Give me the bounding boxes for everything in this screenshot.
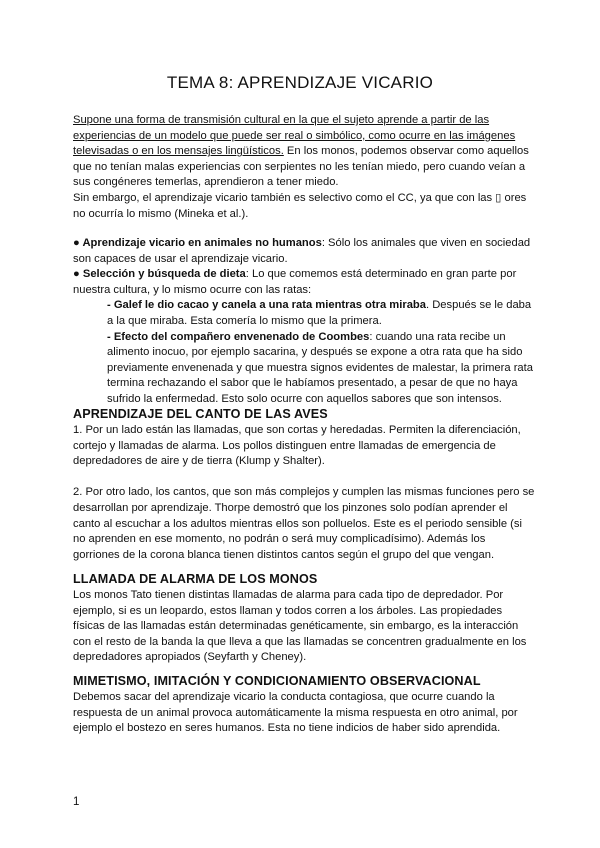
- sub-item-2: [73, 330, 535, 408]
- birds-paragraph-1: 1. Por un lado están las llamadas, que son cortas y heredadas. Permiten la diferenciación, cortejo y llamadas de alarma. Los pollos distinguen entre llamadas de emergencia de depredadores de aire y de tierra (Klump y Shalter).: [73, 424, 521, 468]
- intro-underlined-text: Supone una forma de transmisión cultural en la que el sujeto aprende a partir de las experiencias de un modelo que puede ser real o simbólico, como ocurre en las imágenes televisadas o en los mensajes lingüísticos.: [73, 114, 516, 158]
- sub-1-text: . Después se le daba a la que miraba. Esta comería lo mismo que la primera.: [107, 299, 532, 327]
- bullet-1-text: : Sólo los animales que viven en sociedad son capaces de usar el aprendizaje vicario.: [73, 237, 531, 265]
- bullet-1-title: ● Aprendizaje vicario en animales no humanos: [73, 237, 322, 249]
- sub-2-text: : cuando una rata recibe un alimento inocuo, por ejemplo sacarina, y después se expone a otra rata que ha sido previamente envenenada y que muestra signos evidentes de malestar, la primera rata termina rechazando el sabor que le habíamos presentado, a pesar de que no haya sufrido la enfermedad. Esto solo ocurre con aquellos sabores que son intensos.: [107, 330, 533, 405]
- bullet-item-1: [73, 236, 535, 267]
- bullet-item-2: [73, 267, 535, 298]
- section-heading-mimicry: MIMETISMO, IMITACIÓN Y CONDICIONAMIENTO OBSERVACIONAL: [73, 674, 481, 688]
- mimicry-paragraph: Debemos sacar del aprendizaje vicario la conducta contagiosa, que ocurre cuando la respuesta de un animal provoca automáticamente la misma respuesta en otro animal, por ejemplo el bostezo en seres humanos. Esta no tiene indicios de haber sido aprendida.: [73, 691, 518, 735]
- bullet-list: [73, 236, 535, 408]
- bullet-2-title: ● Selección y búsqueda de dieta: [73, 268, 246, 281]
- section-mimicry-body: [73, 690, 535, 737]
- monkeys-paragraph: Los monos Tato tienen distintas llamadas de alarma para cada tipo de depredador. Por ejemplo, si es un leopardo, estos llaman y todos corren a los árboles. Las propiedades físicas de las llamadas están determinadas genéticamente, sin embargo, es la interacción con el resto de la banda la que lleva a que las llamadas se concentren gradualmente en los depredadores apropiados (Seyfarth y Cheney).: [73, 589, 527, 664]
- intro-paragraph: [73, 113, 535, 222]
- section-birds-body: [73, 423, 535, 563]
- sub-item-1: [73, 298, 535, 329]
- sub-2-prefix: -: [107, 330, 114, 343]
- sub-1-title: Galef le dio cacao y canela a una rata mientras otra miraba: [113, 299, 426, 312]
- birds-paragraph-2: 2. Por otro lado, los cantos, que son más complejos y cumplen las mismas funciones pero se desarrollan por aprendizaje. Thorpe demostró que los pinzones solo podían aprender el canto al escuchar a los adultos mientras ellos son polluelos. Este es el periodo sensible (si no aprenden en ese momento, no podrán o será muy complicadísimo). Además los gorriones de la corona blanca tienen distintos cantos según el grupo del que vengan.: [73, 486, 535, 561]
- section-heading-birds: APRENDIZAJE DEL CANTO DE LAS AVES: [73, 407, 328, 421]
- intro-second-text: Sin embargo, el aprendizaje vicario también es selectivo como el CC, ya que con las ▯ ores no ocurría lo mismo (Mineka et al.).: [73, 191, 527, 220]
- sub-2-title: Efecto del compañero envenenado de Coombes: [113, 330, 370, 343]
- section-heading-monkeys: LLAMADA DE ALARMA DE LOS MONOS: [73, 572, 318, 586]
- page-title: TEMA 8: APRENDIZAJE VICARIO: [166, 73, 434, 92]
- page-number: 1: [73, 796, 80, 808]
- bullet-2-text: : Lo que comemos está determinado en gran parte por nuestra cultura, y lo mismo ocurre con las ratas:: [73, 268, 517, 296]
- intro-rest-text: En los monos, podemos observar como aquellos que no tenían malas experiencias con serpientes no les tenían miedo, pero cuando veían a sus congéneres temerlas, aprendieron a tener miedo.: [73, 145, 529, 189]
- section-monkeys-body: [73, 588, 535, 666]
- sub-1-prefix: -: [107, 299, 114, 312]
